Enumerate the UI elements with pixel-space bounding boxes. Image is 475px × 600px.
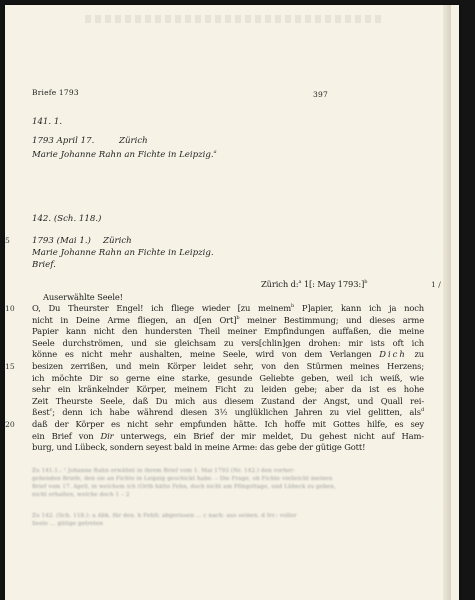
- line-number: 5: [5, 236, 10, 245]
- entry-number: 141. 1.: [32, 117, 63, 127]
- entry-kind: Brief.: [32, 260, 56, 270]
- letter-line: besizen zerrißen, und mein Körper leidet sehr, von den Stürmen meines Herzens;: [32, 361, 424, 371]
- margin-note: 1 /: [431, 280, 441, 289]
- line-number: 15: [5, 362, 15, 371]
- letter-line: sehr ein kränkelnder Körper, meinem Ficht zu leiden gebe; aber da ist es hohe: [32, 384, 424, 395]
- letter-line: Papier kann nicht den hundersten Theil meiner Empfindungen auffaßen, die meine: [32, 326, 424, 337]
- letter-line: burg, und Lübeck, sondern seyest bald in meine Arme: das gebe der gütige Gott!: [32, 442, 366, 453]
- letter-line: Seele durchströmen, und sie gleichsam zu vers[chlin]gen drohen: mir ists oft ich: [32, 337, 424, 348]
- footnote-line: nicht erhalten, welche doch 1 – 2: [32, 492, 130, 498]
- bleed-through-text: [85, 15, 385, 23]
- footnote-line: Zu 141.1.: ¹ Johanne Rahn erwähnt in ihrem Brief vom 1. Mai 1793 (Nr. 142.) den vorher-: [32, 468, 296, 474]
- letter-line: O, Du Theurster Engel! ich fliege wieder [zu meinem$^b$ P]apier, kann ich ja noch: [32, 303, 424, 313]
- entry-recipient: Marie Johanne Rahn an Fichte in Leipzig.$^a$: [32, 149, 217, 160]
- line-number: 20: [5, 420, 15, 429]
- entry-recipient: Marie Johanne Rahn an Fichte in Leipzig.: [32, 248, 214, 258]
- entry-place: Zürich: [119, 136, 148, 146]
- entry-date: 1793 April 17.: [32, 136, 95, 146]
- letter-line: Zeit Theurste Seele, daß Du mich aus diesem Zustand der Angst, und Quall rei-: [32, 395, 424, 406]
- footnote-line: Brief vom 17. April, in welchem ich (Ortb hätte Fehn, doch nicht am Pfingsttage, und Lübeck zu geben,: [32, 484, 336, 490]
- entry-date: 1793 (Mai 1.): [32, 236, 91, 246]
- entry-number: 142. (Sch. 118.): [32, 214, 102, 224]
- line-number: 10: [5, 304, 15, 313]
- salutation: Auserwählte Seele!: [43, 292, 123, 302]
- letter-line: könne es nicht mehr aushalten, meine Seele, wird von dem Verlangen Dich zu: [32, 349, 424, 360]
- letter-line: daß der Körper es nicht sehr empfunden hätte. Ich hoffe mit Gottes hilfe, es sey: [32, 419, 424, 429]
- footnote-line: Seele ... gütige getreten: [32, 521, 104, 527]
- letter-line: ein Brief von Dir unterwegs, ein Brief der mir meldet, Du gehest nicht auf Ham-: [32, 430, 424, 441]
- entry-place: Zürich: [103, 236, 132, 246]
- footnote-line: Zu 142. (Sch. 118.): a Abk. für den. b Fehlt: abgerissen ... c nach: aus seinen. d Irr.: voller: [32, 513, 297, 519]
- footnote-line: gehenden Briefe, den sie an Fichte in Leipzig geschickt habe. – Die Frage, ob Fichte vielleicht meinen: [32, 476, 333, 482]
- letter-dateline: Zürich d:$^a$ 1[: May 1793:]$^b$: [261, 279, 368, 289]
- letter-line: nicht in Deine Arme fliegen, an d[en Ort]$^b$ meiner Bestimmung; und dieses arme: [32, 314, 425, 325]
- book-page: [5, 5, 459, 600]
- page-edge: [443, 5, 451, 600]
- letter-line: ßest$^c$; denn ich habe während diesen 3½ unglüklichen Jahren zu viel gelitten, als$^d$: [32, 407, 424, 418]
- running-title: Briefe 1793: [32, 88, 79, 97]
- page-number: 397: [313, 90, 328, 99]
- letter-line: ich möchte Dir so gerne eine starke, gesunde Geliebte geben, weil ich weiß, wie: [32, 372, 424, 383]
